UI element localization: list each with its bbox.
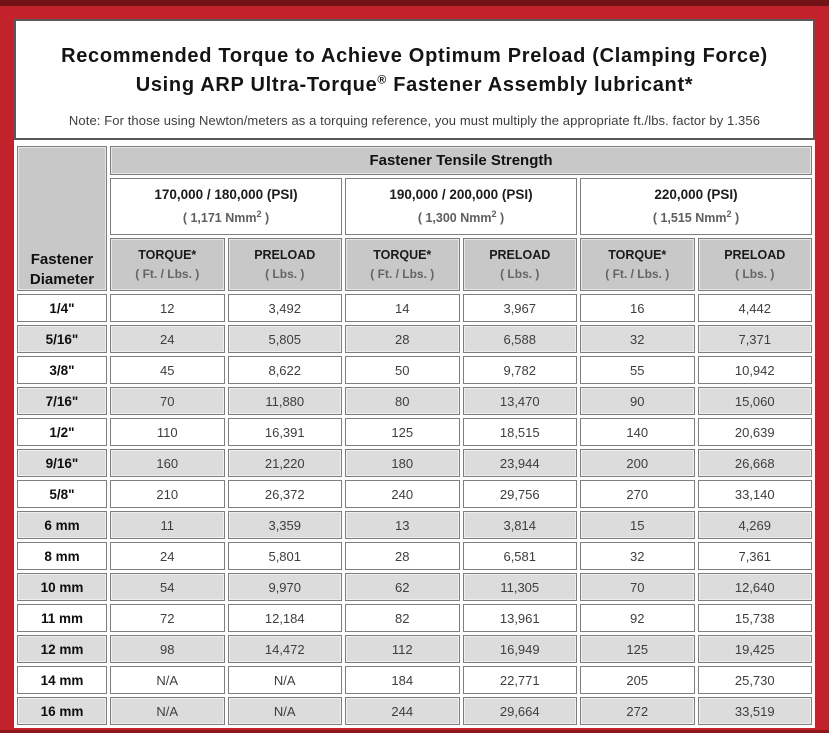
preload-value-cell: 22,771 — [463, 666, 578, 694]
torque-value-cell: N/A — [110, 697, 225, 725]
torque-value-cell: 45 — [110, 356, 225, 384]
preload-value-cell: 8,622 — [228, 356, 343, 384]
psi-group-190-200 — [345, 178, 577, 235]
preload-value-cell: 3,814 — [463, 511, 578, 539]
nmm-text: ( 1,515 Nmm — [652, 211, 727, 226]
fastener-diameter-cell: 11 mm — [17, 604, 107, 632]
preload-column-header — [698, 238, 813, 291]
fastener-diameter-cell: 5/8" — [17, 480, 107, 508]
preload-value-cell: 6,588 — [463, 325, 578, 353]
preload-value-cell: 9,970 — [228, 573, 343, 601]
preload-value-cell: 18,515 — [463, 418, 578, 446]
torque-column-header — [580, 238, 695, 291]
torque-column-header — [345, 238, 460, 291]
psi-group-220 — [580, 178, 812, 235]
fastener-diameter-header-line1: Fastener — [30, 250, 94, 268]
nmm-label — [111, 209, 341, 225]
fastener-diameter-cell: 3/8" — [17, 356, 107, 384]
preload-value-cell: 29,756 — [463, 480, 578, 508]
nmm-superscript: 2 — [726, 209, 732, 220]
nmm-text-end: ) — [731, 211, 740, 226]
table-row — [17, 480, 812, 508]
torque-unit-label: ( Ft. / Lbs. ) — [135, 267, 200, 281]
torque-unit-label: ( Ft. / Lbs. ) — [370, 267, 435, 281]
preload-value-cell: 26,372 — [228, 480, 343, 508]
table-row — [17, 325, 812, 353]
preload-value-cell: 15,060 — [698, 387, 813, 415]
preload-value-cell: 11,880 — [228, 387, 343, 415]
preload-value-cell: 25,730 — [698, 666, 813, 694]
torque-value-cell: 160 — [110, 449, 225, 477]
fastener-diameter-cell: 1/2" — [17, 418, 107, 446]
torque-value-cell: 62 — [345, 573, 460, 601]
preload-value-cell: 19,425 — [698, 635, 813, 663]
preload-unit-label: ( Lbs. ) — [500, 267, 540, 281]
table-row — [17, 356, 812, 384]
preload-value-cell: 4,269 — [698, 511, 813, 539]
torque-value-cell: 16 — [580, 294, 695, 322]
fastener-diameter-cell: 16 mm — [17, 697, 107, 725]
table-row — [17, 573, 812, 601]
page-title-line2 — [16, 71, 813, 100]
page-title-line1: Recommended Torque to Achieve Optimum Preload (Clamping Force) — [61, 45, 768, 67]
preload-value-cell: 20,639 — [698, 418, 813, 446]
preload-label: PRELOAD — [254, 248, 316, 262]
torque-value-cell: 270 — [580, 480, 695, 508]
torque-value-cell: 70 — [580, 573, 695, 601]
torque-value-cell: 14 — [345, 294, 460, 322]
preload-unit-label: ( Lbs. ) — [265, 267, 305, 281]
preload-value-cell: 10,942 — [698, 356, 813, 384]
title-line2-text-end: Fastener Assembly lubricant* — [386, 74, 694, 96]
torque-value-cell: 210 — [110, 480, 225, 508]
preload-value-cell: 6,581 — [463, 542, 578, 570]
torque-value-cell: 82 — [345, 604, 460, 632]
torque-value-cell: 98 — [110, 635, 225, 663]
torque-value-cell: 90 — [580, 387, 695, 415]
torque-value-cell: 125 — [345, 418, 460, 446]
fastener-diameter-cell: 12 mm — [17, 635, 107, 663]
frame-top-dark-strip — [0, 0, 829, 6]
torque-label: TORQUE* — [138, 248, 197, 262]
torque-value-cell: 180 — [345, 449, 460, 477]
torque-value-cell: 240 — [345, 480, 460, 508]
torque-unit-label: ( Ft. / Lbs. ) — [605, 267, 670, 281]
preload-value-cell: 15,738 — [698, 604, 813, 632]
title-line2-text: Using ARP Ultra-Torque — [135, 74, 378, 96]
table-row — [17, 666, 812, 694]
content-panel — [14, 19, 815, 717]
table-row — [17, 697, 812, 725]
torque-value-cell: 70 — [110, 387, 225, 415]
torque-value-cell: 24 — [110, 542, 225, 570]
psi-label: 170,000 / 180,000 (PSI) — [154, 187, 298, 203]
table-body — [17, 294, 812, 725]
nmm-text: ( 1,300 Nmm — [417, 211, 492, 226]
conversion-note: Note: For those using Newton/meters as a torquing reference, you must multiply the appropriate ft./lbs. factor by 1.356 — [68, 113, 761, 128]
torque-value-cell: 28 — [345, 325, 460, 353]
preload-unit-label: ( Lbs. ) — [735, 267, 775, 281]
registered-trademark-symbol: ® — [377, 72, 387, 87]
preload-value-cell: 33,519 — [698, 697, 813, 725]
nmm-text-end: ) — [261, 211, 270, 226]
table-row — [17, 418, 812, 446]
fastener-diameter-cell: 14 mm — [17, 666, 107, 694]
preload-value-cell: 5,805 — [228, 325, 343, 353]
preload-column-header — [228, 238, 343, 291]
torque-value-cell: 110 — [110, 418, 225, 446]
preload-value-cell: 29,664 — [463, 697, 578, 725]
torque-value-cell: 55 — [580, 356, 695, 384]
table-row — [17, 604, 812, 632]
nmm-superscript: 2 — [491, 209, 497, 220]
torque-value-cell: 125 — [580, 635, 695, 663]
torque-value-cell: 112 — [345, 635, 460, 663]
fastener-diameter-cell: 1/4" — [17, 294, 107, 322]
preload-value-cell: 16,949 — [463, 635, 578, 663]
preload-value-cell: 13,470 — [463, 387, 578, 415]
fastener-diameter-cell: 5/16" — [17, 325, 107, 353]
torque-value-cell: 72 — [110, 604, 225, 632]
preload-value-cell: 3,492 — [228, 294, 343, 322]
preload-label: PRELOAD — [724, 248, 786, 262]
torque-table-wrap — [14, 143, 815, 728]
torque-value-cell: 24 — [110, 325, 225, 353]
torque-value-cell: 50 — [345, 356, 460, 384]
preload-label: PRELOAD — [489, 248, 551, 262]
torque-value-cell: 200 — [580, 449, 695, 477]
fastener-diameter-cell: 10 mm — [17, 573, 107, 601]
nmm-text-end: ) — [496, 211, 505, 226]
torque-value-cell: 32 — [580, 325, 695, 353]
torque-value-cell: 272 — [580, 697, 695, 725]
nmm-superscript: 2 — [256, 209, 262, 220]
preload-value-cell: 23,944 — [463, 449, 578, 477]
preload-value-cell: 7,361 — [698, 542, 813, 570]
preload-value-cell: 3,359 — [228, 511, 343, 539]
preload-value-cell: 33,140 — [698, 480, 813, 508]
preload-value-cell: 9,782 — [463, 356, 578, 384]
preload-value-cell: 14,472 — [228, 635, 343, 663]
table-row — [17, 635, 812, 663]
table-header — [17, 146, 812, 291]
torque-value-cell: 13 — [345, 511, 460, 539]
psi-label: 220,000 (PSI) — [654, 187, 738, 203]
torque-value-cell: 80 — [345, 387, 460, 415]
psi-group-row — [17, 178, 812, 235]
torque-value-cell: 244 — [345, 697, 460, 725]
torque-value-cell: 92 — [580, 604, 695, 632]
torque-label: TORQUE* — [373, 248, 432, 262]
table-row — [17, 449, 812, 477]
preload-value-cell: 12,184 — [228, 604, 343, 632]
preload-value-cell: 16,391 — [228, 418, 343, 446]
preload-value-cell: 3,967 — [463, 294, 578, 322]
torque-value-cell: 184 — [345, 666, 460, 694]
preload-value-cell: 5,801 — [228, 542, 343, 570]
preload-value-cell: N/A — [228, 666, 343, 694]
preload-value-cell: 11,305 — [463, 573, 578, 601]
table-row — [17, 294, 812, 322]
tensile-strength-row — [17, 146, 812, 175]
torque-value-cell: N/A — [110, 666, 225, 694]
nmm-label — [581, 209, 811, 225]
psi-group-170-180 — [110, 178, 342, 235]
title-box — [14, 19, 815, 140]
torque-value-cell: 140 — [580, 418, 695, 446]
table-row — [17, 542, 812, 570]
torque-value-cell: 11 — [110, 511, 225, 539]
table-row — [17, 511, 812, 539]
preload-value-cell: 26,668 — [698, 449, 813, 477]
fastener-diameter-cell: 8 mm — [17, 542, 107, 570]
tensile-strength-header: Fastener Tensile Strength — [110, 146, 812, 175]
preload-value-cell: 12,640 — [698, 573, 813, 601]
column-header-row — [17, 238, 812, 291]
torque-column-header — [110, 238, 225, 291]
torque-value-cell: 15 — [580, 511, 695, 539]
torque-value-cell: 28 — [345, 542, 460, 570]
fastener-diameter-cell: 7/16" — [17, 387, 107, 415]
table-row — [17, 387, 812, 415]
torque-label: TORQUE* — [608, 248, 667, 262]
torque-table — [14, 143, 815, 728]
fastener-diameter-cell: 9/16" — [17, 449, 107, 477]
preload-value-cell: N/A — [228, 697, 343, 725]
fastener-diameter-header — [17, 146, 107, 291]
torque-value-cell: 12 — [110, 294, 225, 322]
torque-value-cell: 205 — [580, 666, 695, 694]
preload-value-cell: 7,371 — [698, 325, 813, 353]
fastener-diameter-cell: 6 mm — [17, 511, 107, 539]
psi-label: 190,000 / 200,000 (PSI) — [389, 187, 533, 203]
torque-value-cell: 54 — [110, 573, 225, 601]
preload-value-cell: 21,220 — [228, 449, 343, 477]
preload-value-cell: 13,961 — [463, 604, 578, 632]
torque-value-cell: 32 — [580, 542, 695, 570]
preload-column-header — [463, 238, 578, 291]
nmm-text: ( 1,171 Nmm — [182, 211, 257, 226]
nmm-label — [346, 209, 576, 225]
preload-value-cell: 4,442 — [698, 294, 813, 322]
fastener-diameter-header-line2: Diameter — [29, 270, 95, 288]
